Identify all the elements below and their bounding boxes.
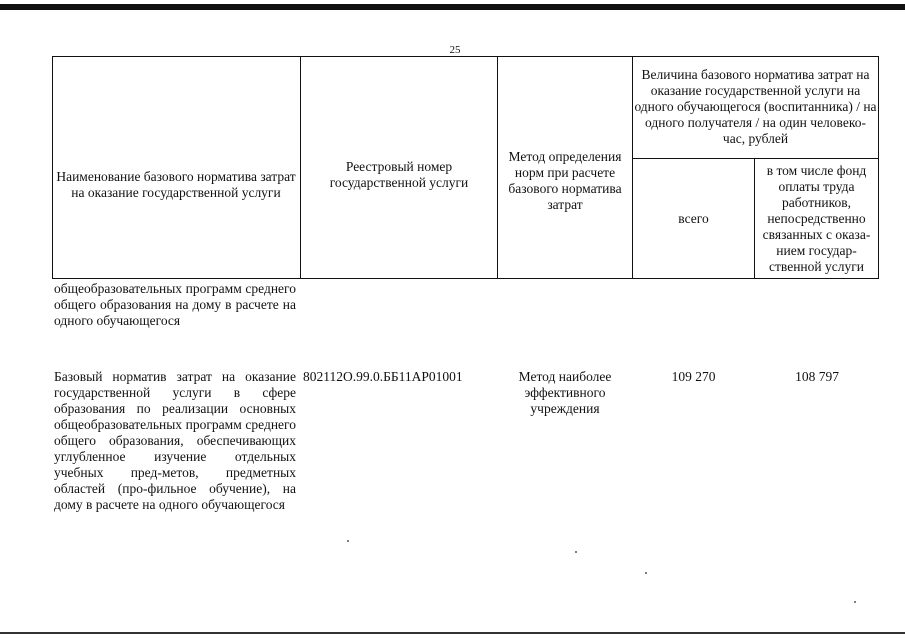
row2-total: 109 270: [671, 369, 716, 384]
scan-speck: [575, 551, 577, 553]
header-registry-label: Реестровый номер государственной услуги: [329, 159, 469, 190]
header-name-cell: [56, 56, 296, 296]
row1-name: общеобразовательных программ среднего общего образования на дому в расчете на одного обучающегося: [54, 281, 296, 328]
scan-speck: [854, 601, 856, 603]
header-value-group-label: Величина базового норматива затрат на оказание государственной услуги на одного обучающегося (воспитанника) / на одного получателя / на один человеко-час, рублей: [634, 67, 877, 146]
header-name-label: Наименование базового норматива затрат на оказание государственной услуги: [56, 169, 296, 200]
header-total-label: всего: [678, 210, 709, 226]
table-right-line: [878, 56, 879, 279]
row2-name: Базовый норматив затрат на оказание государственной услуги в сфере образования по реализации основных общеобразовательных программ среднего общего образования, обеспечивающих углубленное изучение отдельных учебных пред-метов, предметных областей (про-фильное обучение), на дому в расчете на одного обучающегося: [54, 369, 296, 512]
page-number: 25: [449, 44, 461, 56]
header-payroll-cell: [756, 159, 877, 278]
header-value-group-cell: [634, 57, 877, 157]
header-total-cell: [634, 159, 753, 278]
col-divider-2: [497, 56, 498, 279]
bottom-border-rule: [0, 632, 905, 634]
header-method-label: Метод определения норм при расчете базового норматива затрат: [508, 149, 622, 212]
top-border-rule: [0, 4, 905, 10]
scan-speck: [347, 540, 349, 542]
row2-payroll: 108 797: [795, 369, 839, 384]
header-method-cell: [500, 56, 630, 292]
row2-method: Метод наиболее эффективного учреждения: [518, 369, 612, 416]
col-divider-3: [632, 56, 633, 279]
row2-registry: 802112О.99.0.ББ11АР01001: [303, 369, 463, 384]
header-registry-cell: [304, 56, 494, 286]
table-left-line: [52, 56, 53, 279]
col-divider-4: [754, 158, 755, 279]
col-divider-1: [300, 56, 301, 279]
scan-speck: [645, 572, 647, 574]
header-payroll-label: в том числе фонд оплаты труда работников, непосредственно связанных с оказа-нием государ-ственной услуги: [762, 162, 871, 274]
